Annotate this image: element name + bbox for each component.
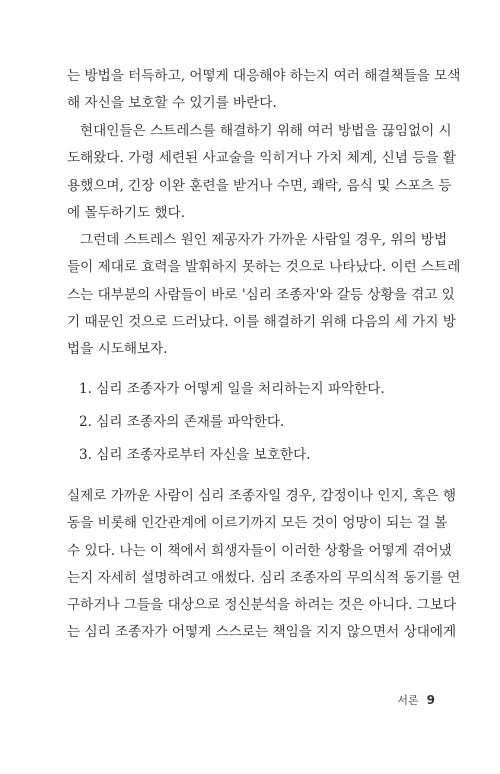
paragraph-manipulator-intro (67, 227, 461, 363)
text-line: 기 때문인 것으로 드러났다. 이를 해결하기 위해 다음의 세 가지 방 (67, 313, 456, 330)
text-line: 는 방법을 터득하고, 어떻게 대응해야 하는지 여러 해결책들을 모색 (67, 68, 461, 84)
text-line: 에 몰두하기도 했다. (67, 204, 186, 221)
text-line: 는지 자세히 설명하려고 애썼다. 심리 조종자의 무의식적 동기를 연 (67, 569, 461, 586)
text-line: 도해왔다. 가령 세련된 사교술을 익히거나 가치 체계, 신념 등을 활 (67, 150, 456, 167)
paragraph-book-purpose (67, 483, 461, 647)
numbered-list (79, 373, 385, 472)
paragraph-stress-methods (67, 118, 456, 227)
text-line: 들이 제대로 효력을 발휘하지 못하는 것으로 나타났다. 이런 스트레 (67, 259, 461, 276)
text-line: 현대인들은 스트레스를 해결하기 위해 여러 방법을 끊임없이 시 (80, 123, 452, 139)
page-number: 9 (426, 693, 435, 707)
page-footer (397, 692, 435, 708)
text-line: 용했으며, 긴장 이완 훈련을 받거나 수면, 쾌락, 음식 및 스포츠 등 (67, 177, 452, 194)
text-line: 실제로 가까운 사람이 심리 조종자일 경우, 감정이나 인지, 혹은 행 (67, 488, 456, 504)
text-line: 구하거나 그들을 대상으로 정신분석을 하려는 것은 아니다. 그보다 (67, 597, 457, 614)
text-line: 법을 시도해보자. (67, 341, 168, 358)
list-item: 1. 심리 조종자가 어떻게 일을 처리하는지 파악한다. (79, 381, 385, 397)
text-line: 수 있다. 나는 이 책에서 희생자들이 이러한 상황을 어떻게 겪어냈 (67, 542, 452, 559)
list-item: 3. 심리 조종자로부터 자신을 보호한다. (79, 447, 311, 463)
paragraph-continuation (67, 63, 461, 118)
list-item: 2. 심리 조종자의 존재를 파악한다. (79, 414, 285, 430)
section-name: 서론 (397, 694, 419, 707)
text-line: 스는 대부분의 사람들이 바로 '심리 조종자'와 갈등 상황을 겪고 있 (67, 286, 455, 303)
text-line: 그런데 스트레스 원인 제공자가 가까운 사람일 경우, 위의 방법 (80, 232, 448, 248)
text-line: 해 자신을 보호할 수 있기를 바란다. (67, 95, 277, 112)
text-line: 는 심리 조종자가 어떻게 스스로는 책임을 지지 않으면서 상대에게 (67, 624, 457, 641)
text-line: 동을 비롯해 인간관계에 이르기까지 모든 것이 엉망이 되는 걸 볼 (67, 515, 448, 532)
